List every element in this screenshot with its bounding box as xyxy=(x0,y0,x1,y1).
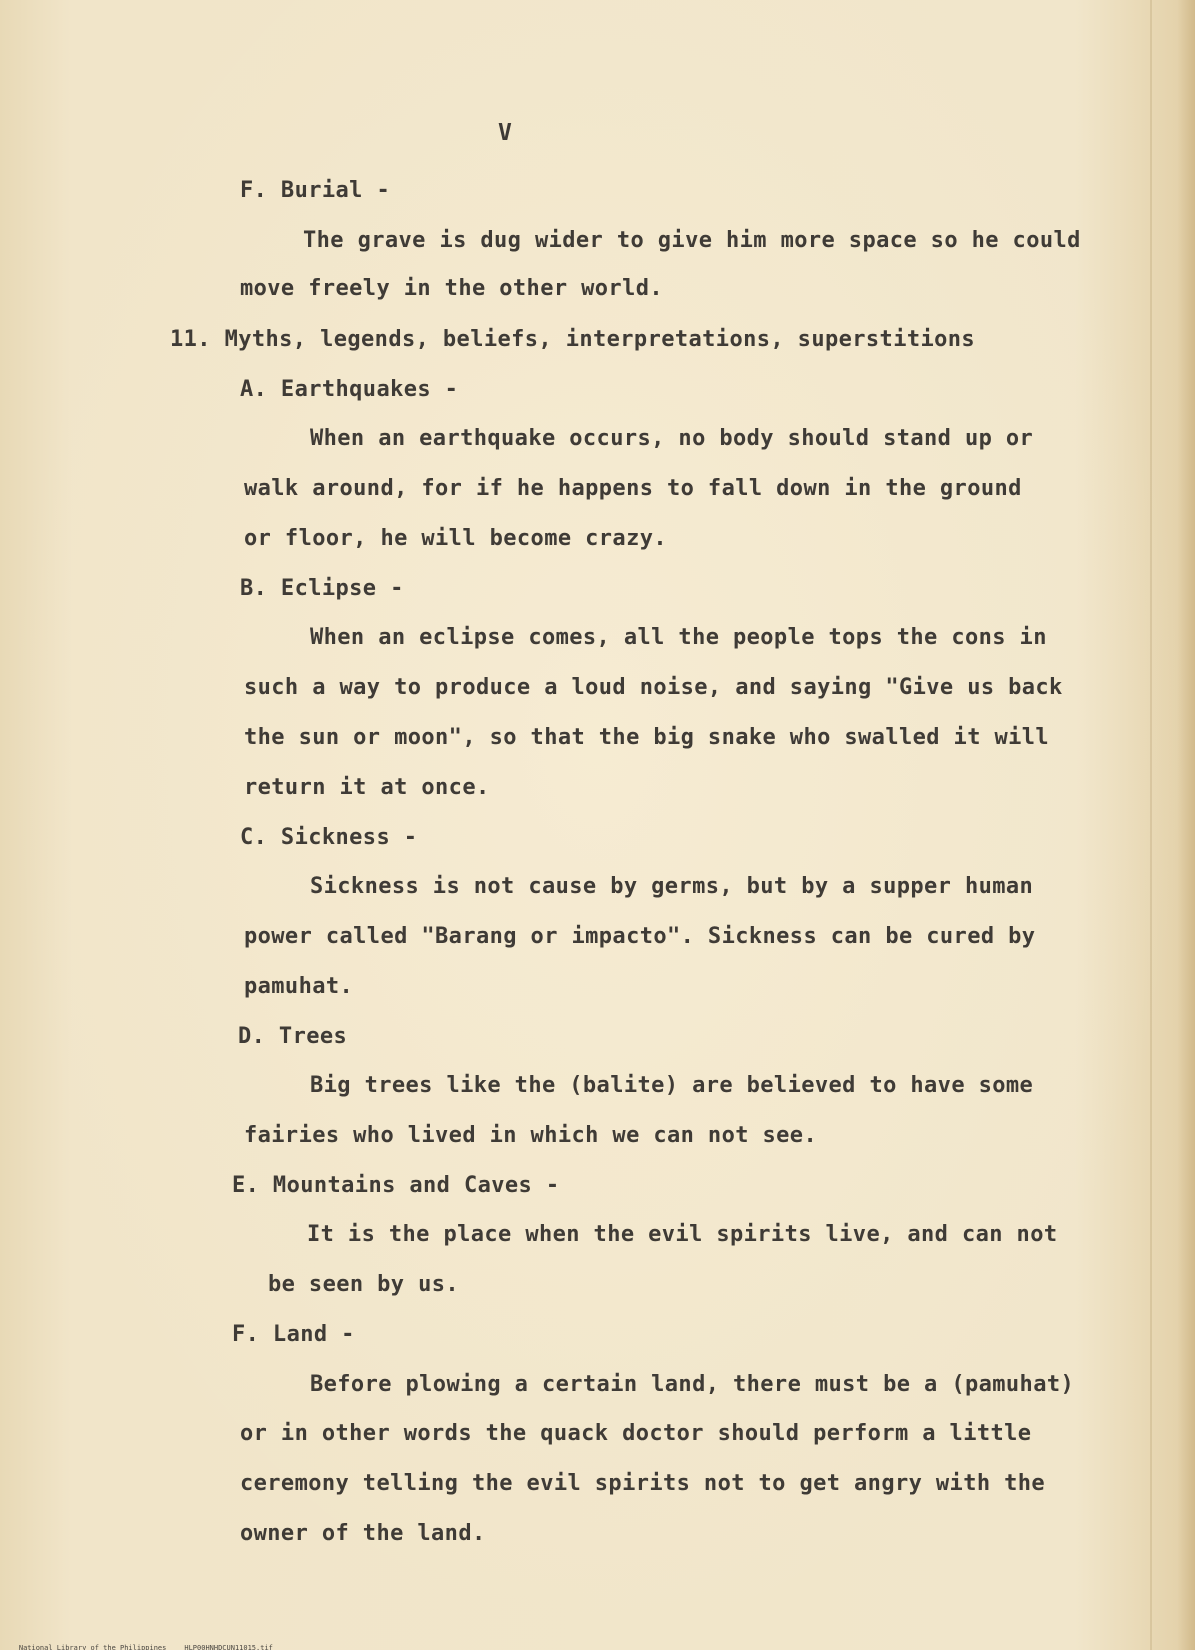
body-line: Big trees like the (balite) are believed to have some xyxy=(310,1073,1034,1098)
body-line: When an earthquake occurs, no body should stand up or xyxy=(310,426,1034,451)
subsection-heading: E. Mountains and Caves - xyxy=(232,1173,560,1198)
body-line: The grave is dug wider to give him more space so he could xyxy=(303,228,1081,253)
body-line: fairies who lived in which we can not see. xyxy=(244,1123,818,1148)
subsection-heading: A. Earthquakes - xyxy=(240,377,459,402)
scan-filename: HLP00HNHDCUN11015.tif xyxy=(184,1644,273,1650)
paper-fold xyxy=(1150,0,1152,1650)
library-name: National Library of the Philippines xyxy=(18,1644,167,1650)
body-line: walk around, for if he happens to fall down in the ground xyxy=(244,476,1022,501)
body-line: such a way to produce a loud noise, and saying "Give us back xyxy=(244,675,1063,700)
body-line: owner of the land. xyxy=(240,1521,486,1546)
paper-edge xyxy=(1177,0,1195,1650)
body-line: the sun or moon", so that the big snake who swalled it will xyxy=(244,725,1050,750)
subsection-heading: B. Eclipse - xyxy=(240,576,404,601)
scan-footer xyxy=(2,1636,291,1650)
section-heading: F. Burial - xyxy=(240,178,391,203)
subsection-heading: F. Land - xyxy=(232,1322,355,1347)
page-number: V xyxy=(498,120,512,146)
body-line: or floor, he will become crazy. xyxy=(244,526,667,551)
subsection-heading: C. Sickness - xyxy=(240,825,418,850)
body-line: return it at once. xyxy=(244,775,490,800)
body-line: or in other words the quack doctor should perform a little xyxy=(240,1421,1032,1446)
section-heading: 11. Myths, legends, beliefs, interpretations, superstitions xyxy=(170,327,976,352)
body-line: ceremony telling the evil spirits not to get angry with the xyxy=(240,1471,1046,1496)
body-line: Before plowing a certain land, there must be a (pamuhat) xyxy=(310,1372,1075,1397)
body-line: be seen by us. xyxy=(268,1272,460,1297)
body-line: It is the place when the evil spirits live, and can not xyxy=(307,1222,1058,1247)
body-line: Sickness is not cause by germs, but by a supper human xyxy=(310,874,1034,899)
body-line: pamuhat. xyxy=(244,974,354,999)
body-line: power called "Barang or impacto". Sickness can be cured by xyxy=(244,924,1036,949)
body-line: When an eclipse comes, all the people tops the cons in xyxy=(310,625,1047,650)
body-line: move freely in the other world. xyxy=(240,276,663,301)
subsection-heading: D. Trees xyxy=(238,1024,348,1049)
